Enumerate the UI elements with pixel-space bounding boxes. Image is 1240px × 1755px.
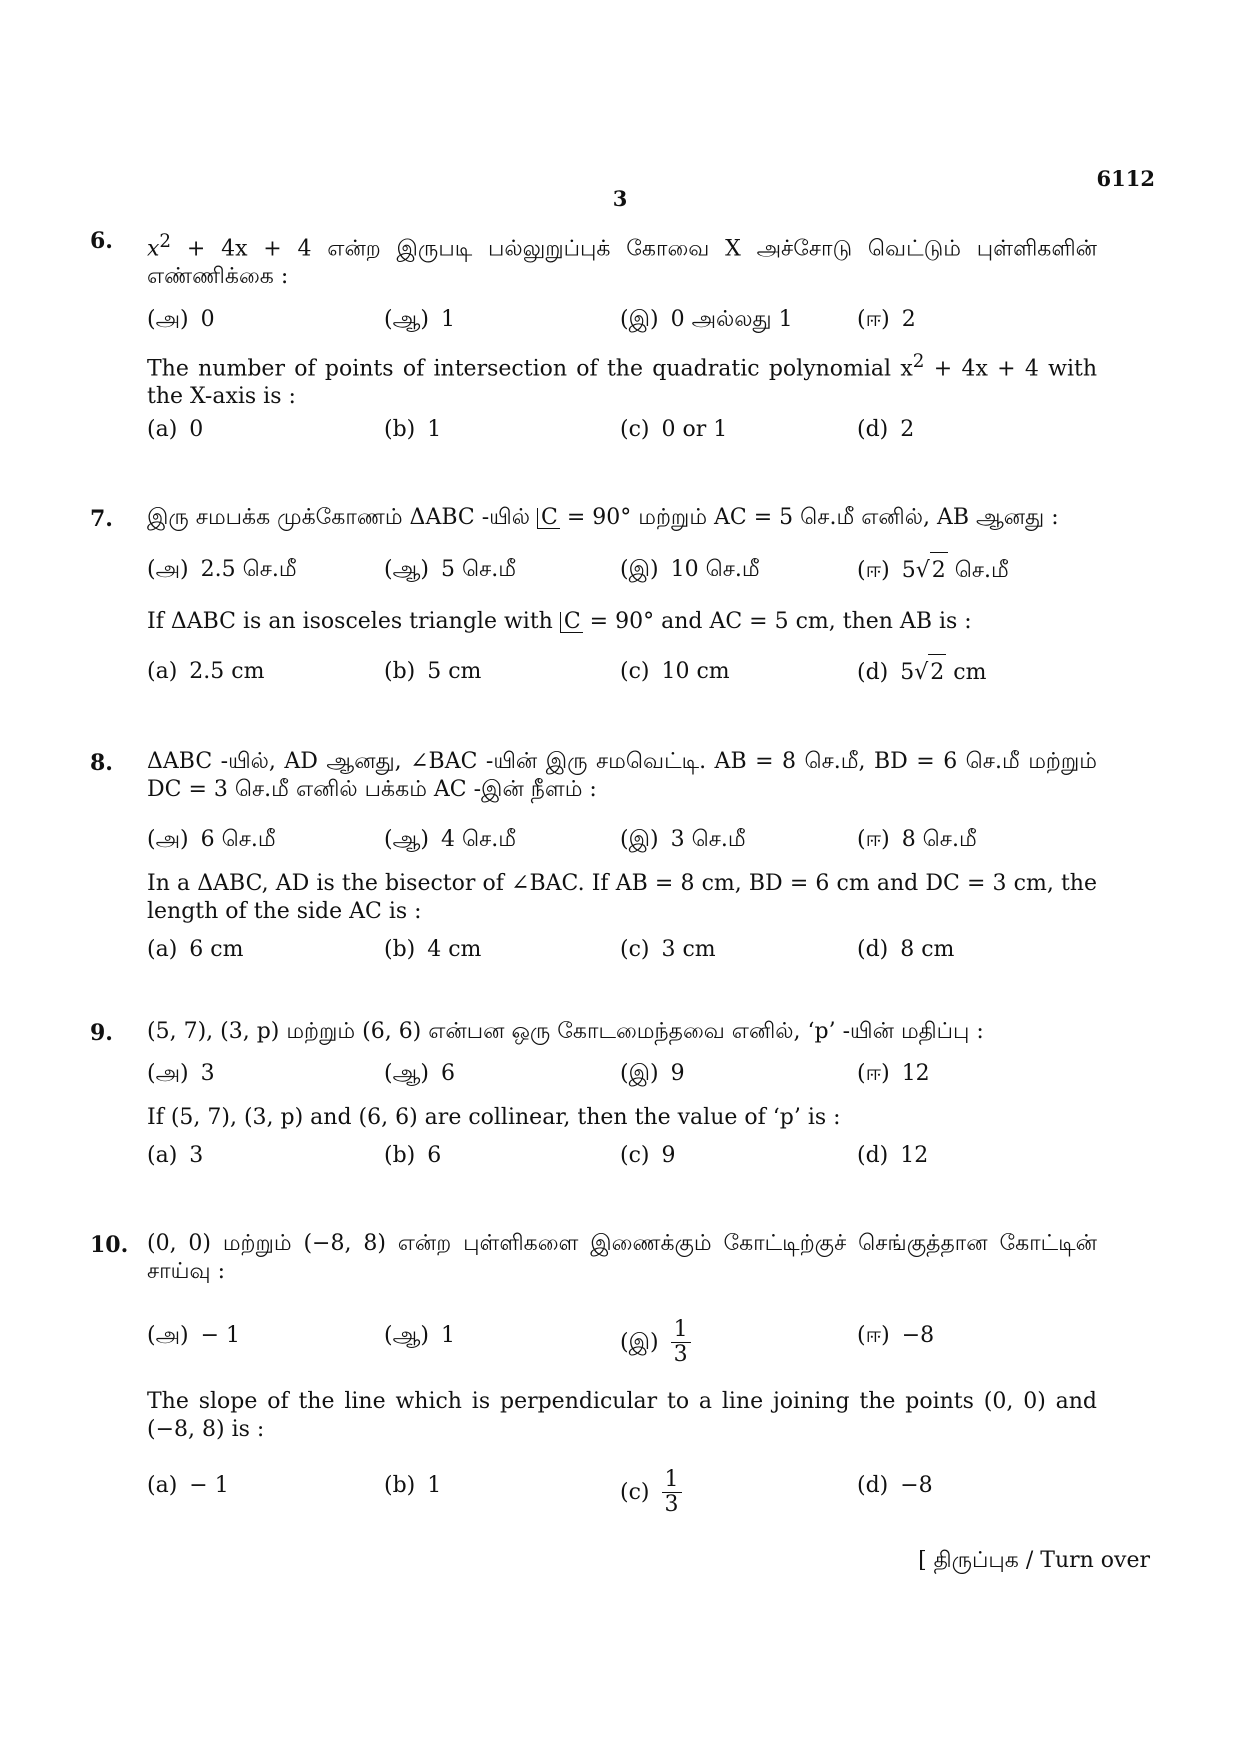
option: (ஆ) 1 (384, 1323, 455, 1348)
option: (இ) 10 செ.மீ (620, 557, 760, 582)
fraction: $\frac{1}{3}$ (671, 1318, 691, 1367)
option: (இ) $\frac{1}{3}$ (620, 1318, 691, 1367)
option: (d) −8 (857, 1473, 933, 1498)
option: (d) 2 (857, 417, 915, 442)
options-tamil (147, 302, 1097, 338)
turn-over-note: [ திருப்புக / Turn over (918, 1548, 1150, 1573)
question-text-tamil: (0, 0) மற்றும் (−8, 8) என்ற புள்ளிகளை இணைக்கும் கோட்டிற்குச் செங்குத்தான கோட்டின் சாய்வு : (147, 1231, 1097, 1284)
option: (ஈ) −8 (857, 1323, 935, 1348)
option: (ஈ) 2 (857, 307, 916, 332)
option: (c) 10 cm (620, 659, 730, 684)
options-tamil (147, 1317, 1097, 1368)
option: (c) $\frac{1}{3}$ (620, 1468, 682, 1517)
paper-code: 6112 (1096, 166, 1155, 191)
option: (c) 0 or 1 (620, 417, 728, 442)
option: (a) 3 (147, 1143, 204, 1168)
option: (c) 3 cm (620, 937, 716, 962)
option: (d) 12 (857, 1143, 929, 1168)
options-english (147, 1467, 1097, 1518)
question-text-english: The slope of the line which is perpendicular to a line joining the points (0, 0) and (−8, 8) is : (147, 1389, 1097, 1442)
option: (அ) − 1 (147, 1323, 241, 1348)
option: (a) 2.5 cm (147, 659, 265, 684)
question-number: 9. (90, 1020, 113, 1046)
option: (ஆ) 4 செ.மீ (384, 827, 517, 852)
option: (ஈ) 8 செ.மீ (857, 827, 977, 852)
option: (a) 0 (147, 417, 204, 442)
question-text-tamil: ΔABC -யில், AD ஆனது, ∠BAC -யின் இரு சமவெட்டி. AB = 8 செ.மீ, BD = 6 செ.மீ மற்றும் DC = 3 செ.மீ எனில் பக்கம் AC -இன் நீளம் : (147, 749, 1097, 802)
question-text-english: If (5, 7), (3, p) and (6, 6) are collinear, then the value of ‘p’ is : (147, 1105, 841, 1130)
question-number: 10. (90, 1232, 129, 1258)
option: (ஆ) 1 (384, 307, 455, 332)
option: (இ) 0 அல்லது 1 (620, 307, 793, 332)
question-text-english: The number of points of intersection of the quadratic polynomial $x^2 + 4x + 4$ with the X-axis is : (147, 351, 1097, 410)
page-number: 3 (612, 186, 628, 211)
question-number: 8. (90, 750, 113, 776)
option: (அ) 6 செ.மீ (147, 827, 276, 852)
question-text-tamil: $x^2 + 4x + 4$ என்ற இருபடி பல்லுறுப்புக் கோவை X அச்சோடு வெட்டும் புள்ளிகளின் எண்ணிக்கை : (147, 231, 1097, 290)
question-number: 6. (90, 228, 113, 254)
option: (அ) 0 (147, 307, 215, 332)
question-text-english: If ΔABC is an isosceles triangle with C = 90° and AC = 5 cm, then AB is : (147, 609, 972, 634)
option: (d) 5√2 cm (857, 654, 986, 691)
option: (இ) 3 செ.மீ (620, 827, 746, 852)
option: (அ) 3 (147, 1061, 215, 1086)
angle-symbol: C (560, 612, 583, 633)
option: (ஆ) 5 செ.மீ (384, 557, 517, 582)
question-text-tamil: இரு சமபக்க முக்கோணம் ΔABC -யில் C = 90° மற்றும் AC = 5 செ.மீ எனில், AB ஆனது : (147, 505, 1059, 530)
option: (c) 9 (620, 1143, 676, 1168)
angle-symbol: C (537, 508, 560, 529)
options-english (147, 932, 1097, 968)
question-text-english: In a ΔABC, AD is the bisector of ∠BAC. If AB = 8 cm, BD = 6 cm and DC = 3 cm, the length of the side AC is : (147, 871, 1097, 924)
option: (அ) 2.5 செ.மீ (147, 557, 297, 582)
option: (b) 5 cm (384, 659, 482, 684)
option: (a) − 1 (147, 1473, 229, 1498)
question-number: 7. (90, 506, 113, 532)
options-english (147, 1138, 1097, 1174)
options-tamil (147, 1056, 1097, 1092)
question-text-tamil: (5, 7), (3, p) மற்றும் (6, 6) என்பன ஒரு கோடமைந்தவை எனில், ‘p’ -யின் மதிப்பு : (147, 1019, 984, 1044)
options-english (147, 412, 1097, 448)
option: (ஈ) 5√2 செ.மீ (857, 552, 1009, 589)
fraction: $\frac{1}{3}$ (662, 1468, 682, 1517)
option: (ஈ) 12 (857, 1061, 930, 1086)
option: (a) 6 cm (147, 937, 244, 962)
option: (ஆ) 6 (384, 1061, 455, 1086)
options-tamil (147, 822, 1097, 858)
option: (b) 6 (384, 1143, 442, 1168)
options-english (147, 654, 1097, 690)
option: (d) 8 cm (857, 937, 955, 962)
option: (b) 4 cm (384, 937, 482, 962)
option: (b) 1 (384, 1473, 442, 1498)
option: (b) 1 (384, 417, 442, 442)
option: (இ) 9 (620, 1061, 685, 1086)
options-tamil (147, 552, 1097, 588)
